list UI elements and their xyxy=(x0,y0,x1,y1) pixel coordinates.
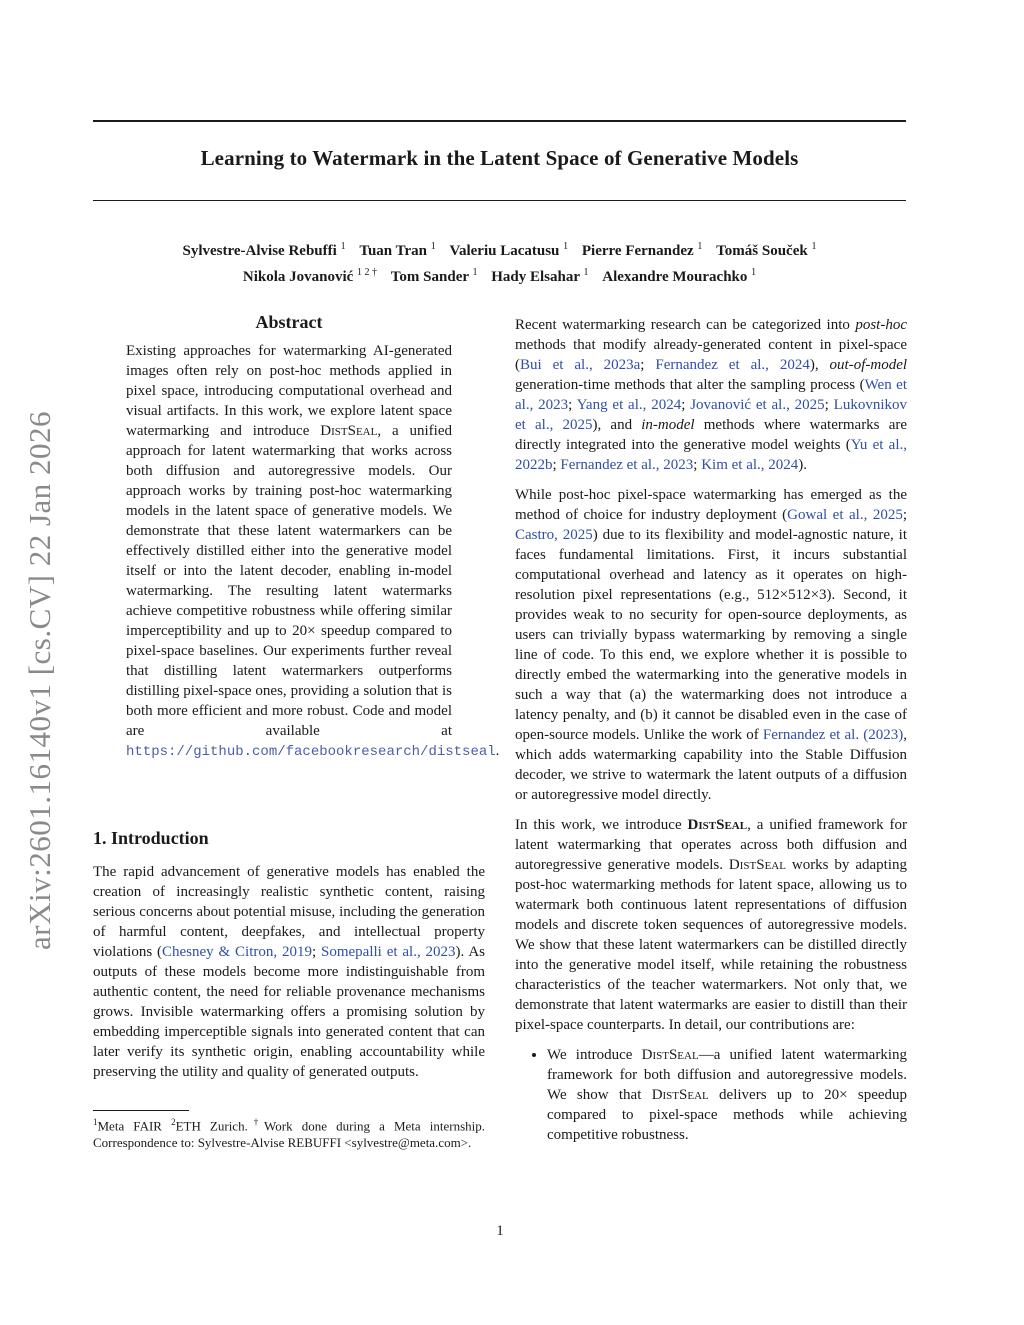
citation-link[interactable]: Jovanović et al., 2025 xyxy=(690,397,825,413)
citation-link[interactable]: Wen et al., 2023 xyxy=(515,377,907,413)
right-column xyxy=(515,315,907,1145)
author-list xyxy=(93,236,906,288)
contribution-list xyxy=(515,1045,907,1145)
citation-link[interactable]: Bui et al., 2023a xyxy=(520,357,641,373)
intro-paragraph: The rapid advancement of generative models has enabled the creation of increasingly realistic synthetic content, raising serious concerns about potential misuse, including the generation of harmful content, deepfakes, and intellectual property violations (Chesney & Citron, 2019; Somepalli et al., 2023). As outputs of these models become more indistinguishable from authentic content, the need for reliable provenance mechanisms grows. Invisible watermarking offers a promising solution by embedding imperceptible signals into generated content that can later verify its synthetic origin, enabling accountability while preserving the utility and quality of generated outputs. xyxy=(93,864,485,1080)
author-line-2 xyxy=(93,262,906,288)
page-number: 1 xyxy=(496,1223,504,1239)
list-item: • We introduce DistSeal—a unified latent watermarking framework for both diffusion and autoregressive models. We show that DistSeal delivers up to 20× speedup compared to pixel-space methods while achieving competitive robustness. xyxy=(547,1045,907,1145)
section-heading-introduction: 1. Introduction xyxy=(93,828,209,848)
method-name: DistSeal xyxy=(687,817,748,833)
author: Sylvestre-Alvise Rebuffi $^1$ xyxy=(182,241,346,259)
paragraph: While post-hoc pixel-space watermarking has emerged as the method of choice for industry deployment (Gowal et al., 2025; Castro, 2025) due to its flexibility and model-agnostic nature, it faces fundamental limitations. First, it incurs substantial computational overhead and latency as it operates on high-resolution pixel representations (e.g., 512×512×3). Second, it provides weak to no security for open-source deployments, as users can trivially bypass watermarking by removing a single line of code. To this end, we explore whether it is possible to directly embed the watermarking into the generative models in such a way that (a) the watermarking does not introduce a latency penalty, and (b) it cannot be disabled even in the case of open-source models. Unlike the work of Fernandez et al. (2023), which adds watermarking capability into the Stable Diffusion decoder, we strive to watermark the latent outputs of a diffusion or autoregressive model directly. xyxy=(515,487,907,803)
author: Tomáš Souček $^1$ xyxy=(716,241,817,259)
citation-link[interactable]: Chesney & Citron, 2019 xyxy=(162,944,312,960)
citation-link[interactable]: Castro, 2025 xyxy=(515,527,593,543)
author: Pierre Fernandez $^1$ xyxy=(581,241,703,259)
method-name: DistSeal xyxy=(651,1087,709,1103)
citation-link[interactable]: Yang et al., 2024 xyxy=(576,397,682,413)
citation-link[interactable]: Kim et al., 2024 xyxy=(701,457,799,473)
citation-link[interactable]: Yu et al., 2022b xyxy=(515,437,907,473)
author: Nikola Jovanović $^{1 2 \dagger}$ xyxy=(242,267,378,285)
citation-link[interactable]: Gowal et al., 2025 xyxy=(787,507,903,523)
author: Valeriu Lacatusu $^1$ xyxy=(449,241,569,259)
author: Tuan Tran $^1$ xyxy=(359,241,436,259)
footnote: $^1$Meta FAIR $^2$ETH Zurich.†Work done during a Meta internship. Correspondence to: Sylvestre-Alvise REBUFFI <sylvestre@meta.com>. xyxy=(93,1117,486,1151)
footnote-rule xyxy=(93,1110,189,1111)
method-name: DistSeal xyxy=(320,423,378,439)
paper-title: Learning to Watermark in the Latent Space of Generative Models xyxy=(200,146,799,170)
citation-link[interactable]: Fernandez et al., 2023 xyxy=(560,457,694,473)
paragraph: In this work, we introduce DistSeal, a unified framework for latent watermarking that operates across both diffusion and autoregressive generative models. DistSeal works by adapting post-hoc watermarking methods for latent space, allowing us to watermark both continuous latent representations of diffusion models and discrete token sequences of autoregressive models. We show that these latent watermarkers can be distilled directly into the generative model itself, while retaining the robustness characteristics of the teacher watermarkers. Not only that, we demonstrate that latent watermarks are easier to distill than their pixel-space counterparts. In detail, our contributions are: xyxy=(515,817,907,1033)
paragraph: Recent watermarking research can be categorized into post-hoc methods that modify already-generated content in pixel-space (Bui et al., 2023a; Fernandez et al., 2024), out-of-model generation-time methods that alter the sampling process (Wen et al., 2023; Yang et al., 2024; Jovanović et al., 2025; Lukovnikov et al., 2025), and in-model methods where watermarks are directly integrated into the generative model weights (Yu et al., 2022b; Fernandez et al., 2023; Kim et al., 2024). xyxy=(515,317,908,473)
citation-link[interactable]: Somepalli et al., 2023 xyxy=(321,944,456,960)
author: Tom Sander $^1$ xyxy=(390,267,478,285)
code-link[interactable]: https://github.com/facebookresearch/distseal xyxy=(126,744,496,760)
citation-link[interactable]: Fernandez et al. (2023) xyxy=(762,727,904,743)
citation-link[interactable]: Fernandez et al., 2024 xyxy=(655,357,810,373)
citation-link[interactable]: Lukovnikov et al., 2025 xyxy=(515,397,908,433)
method-name: DistSeal xyxy=(728,857,786,873)
author-line-1 xyxy=(93,236,906,262)
abstract-body: Existing approaches for watermarking AI-generated images often rely on post-hoc methods applied in pixel space, introducing computational overhead and visual artifacts. In this work, we explore latent space watermarking and introduce DistSeal, a unified approach for latent watermarking that works across both diffusion and autoregressive models. Our approach works by training post-hoc watermarking models in the latent space of generative models. We demonstrate that these latent watermarkers can be effectively distilled either into the generative model itself or into the latent decoder, enabling in-model watermarking. The resulting latent watermarks achieve competitive robustness while offering similar imperceptibility and up to 20× speedup compared to pixel-space baselines. Our experiments further reveal that distilling latent watermarkers outperforms distilling pixel-space ones, providing a solution that is both more efficient and more robust. Code and model are available at https://github.com/facebookresearch/distseal. xyxy=(126,343,500,760)
method-name: DistSeal xyxy=(641,1047,699,1063)
arxiv-identifier: arXiv:2601.16140v1 [cs.CV] 22 Jan 2026 xyxy=(22,410,57,950)
title-rule-bottom xyxy=(93,200,906,201)
abstract-heading: Abstract xyxy=(255,312,323,332)
author: Hady Elsahar $^1$ xyxy=(491,267,589,285)
author: Alexandre Mourachko $^1$ xyxy=(602,267,757,285)
title-rule-top xyxy=(93,120,906,122)
